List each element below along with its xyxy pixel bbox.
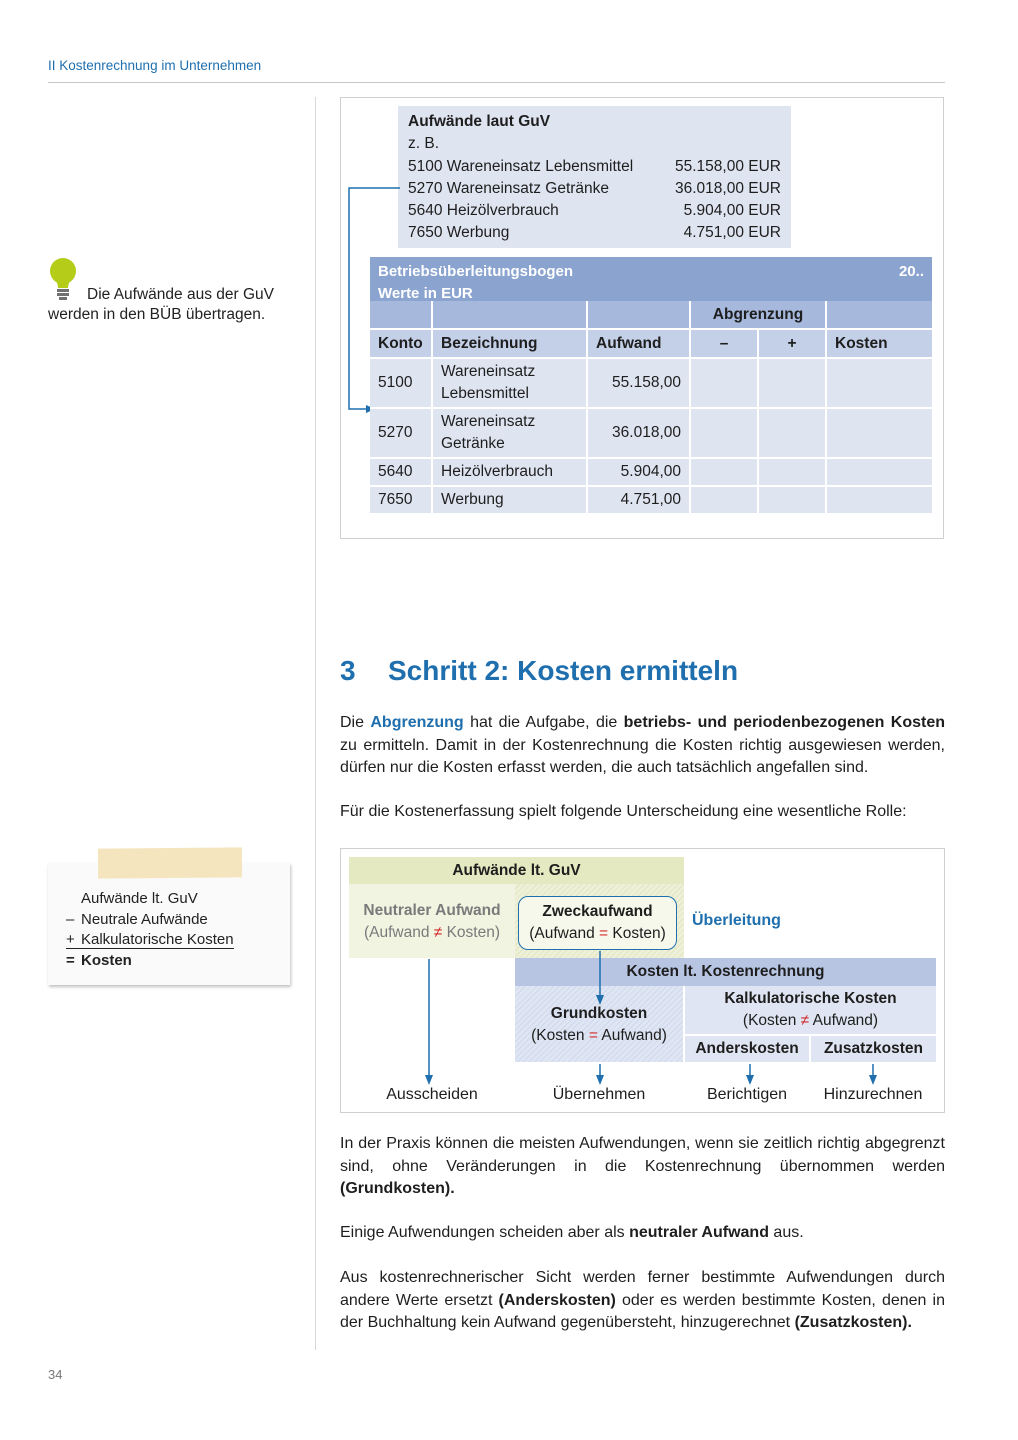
section-number: 3 [340,655,356,686]
bueb-header: Betriebsüberleitungsbogen Werte in EUR 20.. [370,257,932,301]
guv-title: Aufwände laut GuV [408,113,551,130]
table-row: 5270 Wareneinsatz Getränke 36.018,00 [370,409,932,459]
guv-item: 5640 Heizölverbrauch 5.904,00 EUR [408,202,781,220]
running-head: II Kostenrechnung im Unternehmen [48,58,262,73]
action-ausscheiden: Ausscheiden [386,1086,478,1103]
action-uebernehmen: Übernehmen [552,1086,646,1103]
lightbulb-icon [48,258,78,302]
table-row: 7650 Werbung 4.751,00 [370,487,932,515]
column-divider [315,97,316,1350]
note-line: + Kalkulatorische Kosten [66,931,234,948]
col-plus: + [759,330,827,359]
action-berichtigen: Berichtigen [706,1086,788,1103]
action-hinzurechnen: Hinzurechnen [823,1086,923,1103]
col-kosten: Kosten [827,330,932,359]
tip-text: Die Aufwände aus der GuV werden in den BÜB übertragen. [48,286,274,323]
bueb-year: 20.. [898,263,924,280]
diagram-ueberleitung-label: Überleitung [692,912,781,929]
note-line: = Kosten [66,951,132,969]
diagram-kalkulatorische-kosten: Kalkulatorische Kosten (Kosten ≠ Aufwand) [685,986,936,1034]
diagram-klr-band: Kosten lt. Kostenrechnung [515,958,936,986]
diagram-neutral-expense: Neutraler Aufwand (Aufwand ≠ Kosten) [349,884,515,958]
section-heading [340,655,738,687]
col-aufwand: Aufwand [588,330,691,359]
diagram-guv-band: Aufwände lt. GuV [349,857,684,884]
abgrenzung-header: Abgrenzung [691,301,827,330]
diagram-zweckaufwand: Zweckaufwand (Aufwand = Kosten) [518,896,677,950]
paragraph-neutraler-aufwand: Einige Aufwendungen scheiden aber als neutraler Aufwand aus. [340,1224,804,1241]
diagram-arrows [340,848,945,1113]
guv-expenses-box [398,106,791,248]
page-number: 34 [48,1367,63,1382]
note-line: Aufwände lt. GuV [81,890,198,907]
diagram-anderskosten: Anderskosten [685,1036,809,1062]
formula-note-card [48,863,290,985]
paragraph-anders-zusatzkosten: Aus kostenrechnerischer Sicht werden ferner bestimmte Aufwendungen durch andere Werte ersetzt (Anderskosten) oder es werden bestimmte Kosten, denen in der Buchhaltung kein Aufwand gegenübersteht, hinzugerechnet (Zusatzkosten). [340,1269,945,1331]
table-row: 5640 Heizölverbrauch 5.904,00 [370,459,932,487]
col-minus: – [691,330,759,359]
guv-subtitle: z. B. [408,135,440,153]
section-title: Schritt 2: Kosten ermitteln [388,655,739,686]
col-bezeichnung: Bezeichnung [433,330,588,359]
guv-item: 7650 Werbung 4.751,00 EUR [408,224,781,242]
col-konto: Konto [370,330,433,359]
note-line: – Neutrale Aufwände [66,910,208,928]
guv-item: 5270 Wareneinsatz Getränke 36.018,00 EUR [408,179,781,197]
bueb-table [370,257,932,515]
paragraph-abgrenzung: Die Abgrenzung hat die Aufgabe, die betriebs- und periodenbezogenen Kosten zu ermitteln. Damit in der Kostenrechnung die Kosten richtig ausgewiesen werden, dürfen nur die Kosten erfasst werden, die auch tatsächlich angefallen sind. [340,714,945,776]
guv-item: 5100 Wareneinsatz Lebensmittel 55.158,00 EUR [408,157,781,175]
tape-decoration [98,847,242,878]
paragraph-grundkosten: In der Praxis können die meisten Aufwendungen, wenn sie zeitlich richtig abgegrenzt sind, ohne Veränderungen in die Kostenrechnung übernommen werden (Grundkosten). [340,1135,945,1197]
header-divider [48,82,945,83]
diagram-grundkosten: Grundkosten (Kosten = Aufwand) [515,986,683,1062]
term-abgrenzung: Abgrenzung [370,714,464,731]
paragraph-intro-diagram: Für die Kostenerfassung spielt folgende Unterscheidung eine wesentliche Rolle: [340,803,907,820]
diagram-zusatzkosten: Zusatzkosten [811,1036,936,1062]
tip-note [48,258,308,325]
table-row: 5100 Wareneinsatz Lebensmittel 55.158,00 [370,359,932,409]
